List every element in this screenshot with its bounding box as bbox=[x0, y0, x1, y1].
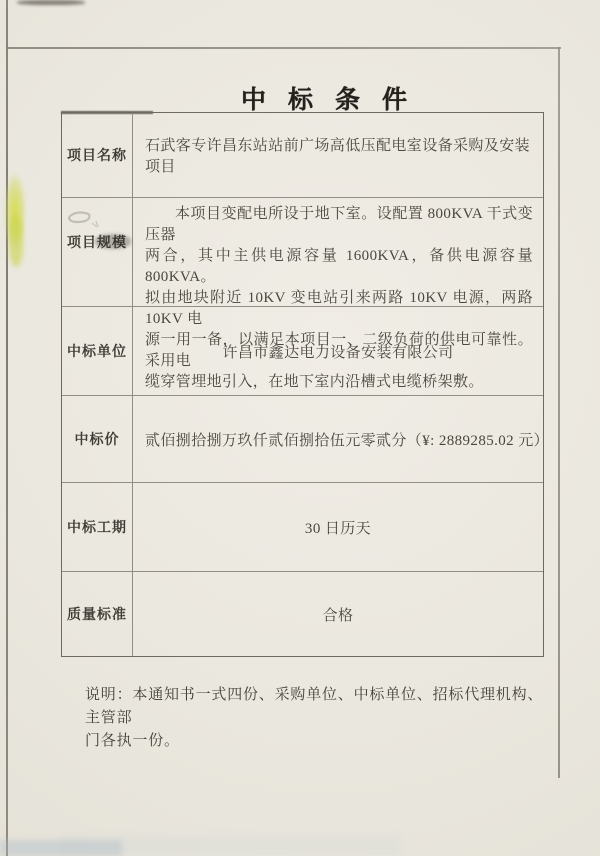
row-value: 贰佰捌拾捌万玖仟贰佰捌拾伍元零贰分（¥: 2889285.02 元） bbox=[145, 432, 550, 449]
page-frame-left-edge bbox=[6, 0, 8, 856]
scan-tint-faint bbox=[60, 836, 400, 854]
scale-line: 缆穿管埋地引入，在地下室内沿槽式电缆桥架敷。 bbox=[145, 374, 484, 390]
row-label: 中标价 bbox=[62, 396, 133, 482]
scale-line: 本项目变配电所设于地下室。设配置 800KVA 干式变压器 bbox=[145, 206, 533, 243]
row-label: 质量标准 bbox=[62, 572, 133, 656]
row-label: 中标单位 bbox=[62, 307, 133, 395]
scale-line: 两合，其中主供电源容量 1600KVA，备供电源容量 800KVA。 bbox=[145, 248, 533, 285]
footer-note bbox=[85, 684, 555, 753]
highlighter-mark-core bbox=[9, 215, 23, 267]
table-row-winning-bidder bbox=[62, 307, 543, 396]
page-frame-bottom-edge bbox=[6, 777, 559, 779]
row-value: 合格 bbox=[322, 607, 354, 624]
row-label: 项目名称 bbox=[62, 113, 133, 197]
ink-smudge bbox=[95, 234, 131, 249]
bid-conditions-table bbox=[61, 112, 550, 657]
footer-note-line: 说明：本通知书一式四份、采购单位、中标单位、招标代理机构、主管部 bbox=[85, 687, 544, 726]
row-label: 中标工期 bbox=[62, 483, 133, 571]
row-label bbox=[62, 198, 133, 306]
page-title: 中标条件 bbox=[241, 87, 430, 114]
table-row-bid-price bbox=[62, 396, 550, 483]
row-value: 石武客专许昌东站站前广场高低压配电室设备采购及安装项目 bbox=[145, 138, 531, 175]
table-row-construction-period bbox=[62, 483, 543, 572]
row-label-text: 项目规模 bbox=[67, 236, 127, 251]
ink-stamp-smudge bbox=[66, 209, 104, 235]
table-row-project-name bbox=[62, 113, 543, 198]
scale-line: 拟由地块附近 10KV 变电站引来两路 10KV 电源，两路 10KV 电 bbox=[145, 290, 533, 327]
row-value: 许昌市鑫达电力设备安装有限公司 bbox=[222, 344, 454, 361]
footer-note-line: 门各执一份。 bbox=[85, 733, 180, 749]
scan-smear bbox=[17, 0, 85, 5]
row-value: 30 日历天 bbox=[304, 520, 372, 537]
table-row-quality-standard bbox=[62, 572, 543, 656]
page-frame-right-edge bbox=[558, 47, 560, 778]
page-frame-top-edge bbox=[7, 47, 561, 49]
scale-line: 源一用一备，以满足本项目一、二级负荷的供电可靠性。采用电 bbox=[145, 332, 533, 369]
